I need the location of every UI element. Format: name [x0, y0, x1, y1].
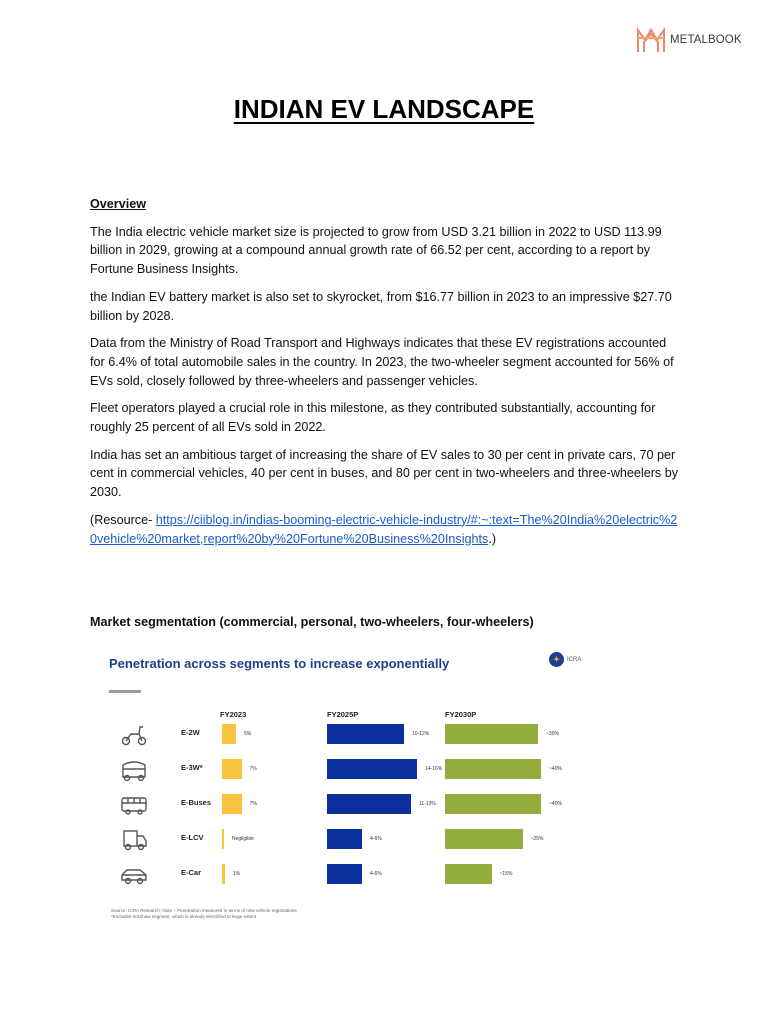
bar-fy2023: [222, 794, 242, 814]
value-label: 10-12%: [412, 731, 430, 737]
title-underline: [109, 690, 141, 693]
value-label: 1%: [232, 871, 241, 877]
category-label: E-Car: [181, 868, 202, 877]
category-label: E-LCV: [181, 833, 204, 842]
footnote-line: Source: ICRA Research; Note – Penetration measured in terms of new vehicle registrations: [111, 908, 297, 913]
overview-heading: Overview: [90, 197, 147, 211]
paragraph: The India electric vehicle market size is projected to grow from USD 3.21 billion in 2022 to USD 113.99 billion in 2029, growing at a compound annual growth rate of 66.52 per cent, according to a report by Fortune Business Insights.: [90, 224, 662, 277]
scooter-icon: [119, 722, 149, 746]
value-label: 4-6%: [370, 836, 382, 842]
market-segmentation-heading: Market segmentation (commercial, personal, two-wheelers, four-wheelers): [90, 615, 534, 629]
truck-icon: [119, 827, 149, 851]
bar-fy2030p: [445, 759, 541, 779]
chart-title: Penetration across segments to increase exponentially: [109, 656, 450, 671]
value-label: 7%: [249, 766, 257, 772]
bar-fy2023: [222, 724, 236, 744]
bar-fy2030p: [445, 829, 523, 849]
metalbook-logo: [636, 26, 742, 54]
bus-icon: [119, 792, 149, 816]
icra-emblem-icon: ✦: [549, 652, 564, 667]
chart-row-e-2w: [101, 718, 591, 752]
value-label: ~25%: [530, 836, 544, 842]
chart-row-e-3w: [101, 753, 591, 787]
bar-fy2025p: [327, 794, 411, 814]
penetration-chart: [101, 646, 591, 926]
value-label: 7%: [249, 801, 257, 807]
value-label: ~40%: [549, 766, 562, 772]
paragraph: the Indian EV battery market is also set to skyrocket, from $16.77 billion in 2023 to an impressive $27.70 billion by 2028.: [90, 289, 672, 323]
paragraph: Fleet operators played a crucial role in this milestone, as they contributed substantially, accounting for roughly 25 percent of all EVs sold in 2022.: [90, 401, 656, 435]
chart-row-e-car: [101, 858, 591, 892]
chart-footnote: [111, 908, 411, 920]
bar-fy2025p: [327, 724, 404, 744]
value-label: 11-13%: [419, 801, 436, 807]
icra-logo: [549, 652, 581, 667]
bar-fy2025p: [327, 864, 362, 884]
category-label: E-Buses: [181, 798, 212, 807]
column-header: FY2023: [220, 710, 247, 719]
value-label: Negligible: [232, 836, 254, 842]
value-label: 14-16%: [425, 766, 443, 772]
bar-fy2025p: [327, 759, 417, 779]
paragraph: India has set an ambitious target of increasing the share of EV sales to 30 per cent in private cars, 70 per cent in commercial vehicles, 40 per cent in buses, and 80 per cent in two-wheelers and three-wheelers by 2030.: [90, 447, 679, 500]
resource-line: [90, 511, 680, 548]
bar-fy2030p: [445, 794, 541, 814]
chart-row-e-buses: [101, 788, 591, 822]
category-label: E-2W: [181, 728, 200, 737]
column-header: FY2030P: [445, 710, 477, 719]
bar-fy2023: [222, 864, 225, 884]
document-body: [90, 195, 680, 557]
value-label: 5%: [244, 731, 252, 737]
bar-fy2023: [222, 759, 242, 779]
value-label: 4-6%: [370, 871, 382, 877]
chart-row-e-lcv: [101, 823, 591, 857]
bar-fy2023: [222, 829, 224, 849]
auto-rickshaw-icon: [119, 757, 149, 781]
icra-logo-text: ICRA: [567, 656, 582, 663]
bar-fy2030p: [445, 724, 538, 744]
car-icon: [119, 862, 149, 886]
metalbook-logo-icon: [636, 26, 666, 54]
bar-fy2030p: [445, 864, 492, 884]
logo-text: METALBOOK: [670, 34, 742, 46]
bar-fy2025p: [327, 829, 362, 849]
value-label: ~40%: [549, 801, 562, 807]
resource-prefix: (Resource-: [90, 512, 156, 527]
page-title: INDIAN EV LANDSCAPE: [233, 94, 535, 124]
value-label: ~30%: [546, 731, 559, 737]
value-label: ~15%: [499, 871, 513, 877]
resource-suffix: .): [488, 531, 497, 546]
paragraph: Data from the Ministry of Road Transport and Highways indicates that these EV registrations accounted for 6.4% of total automobile sales in the country. In 2023, the two-wheeler segment accounted for 56% of EVs sold, closely followed by three-wheelers and passenger vehicles.: [90, 336, 674, 388]
footnote-line: *Excludes rickshaw segment, which is already electrified to large extent: [111, 914, 257, 919]
column-header: FY2025P: [327, 710, 359, 719]
category-label: E-3W*: [181, 763, 203, 772]
resource-link[interactable]: https://ciiblog.in/indias-booming-electric-vehicle-industry/#:~:text=The%20India%20electric%20vehicle%20market,report%20by%20Fortune%20Business%20Insights: [90, 512, 678, 546]
